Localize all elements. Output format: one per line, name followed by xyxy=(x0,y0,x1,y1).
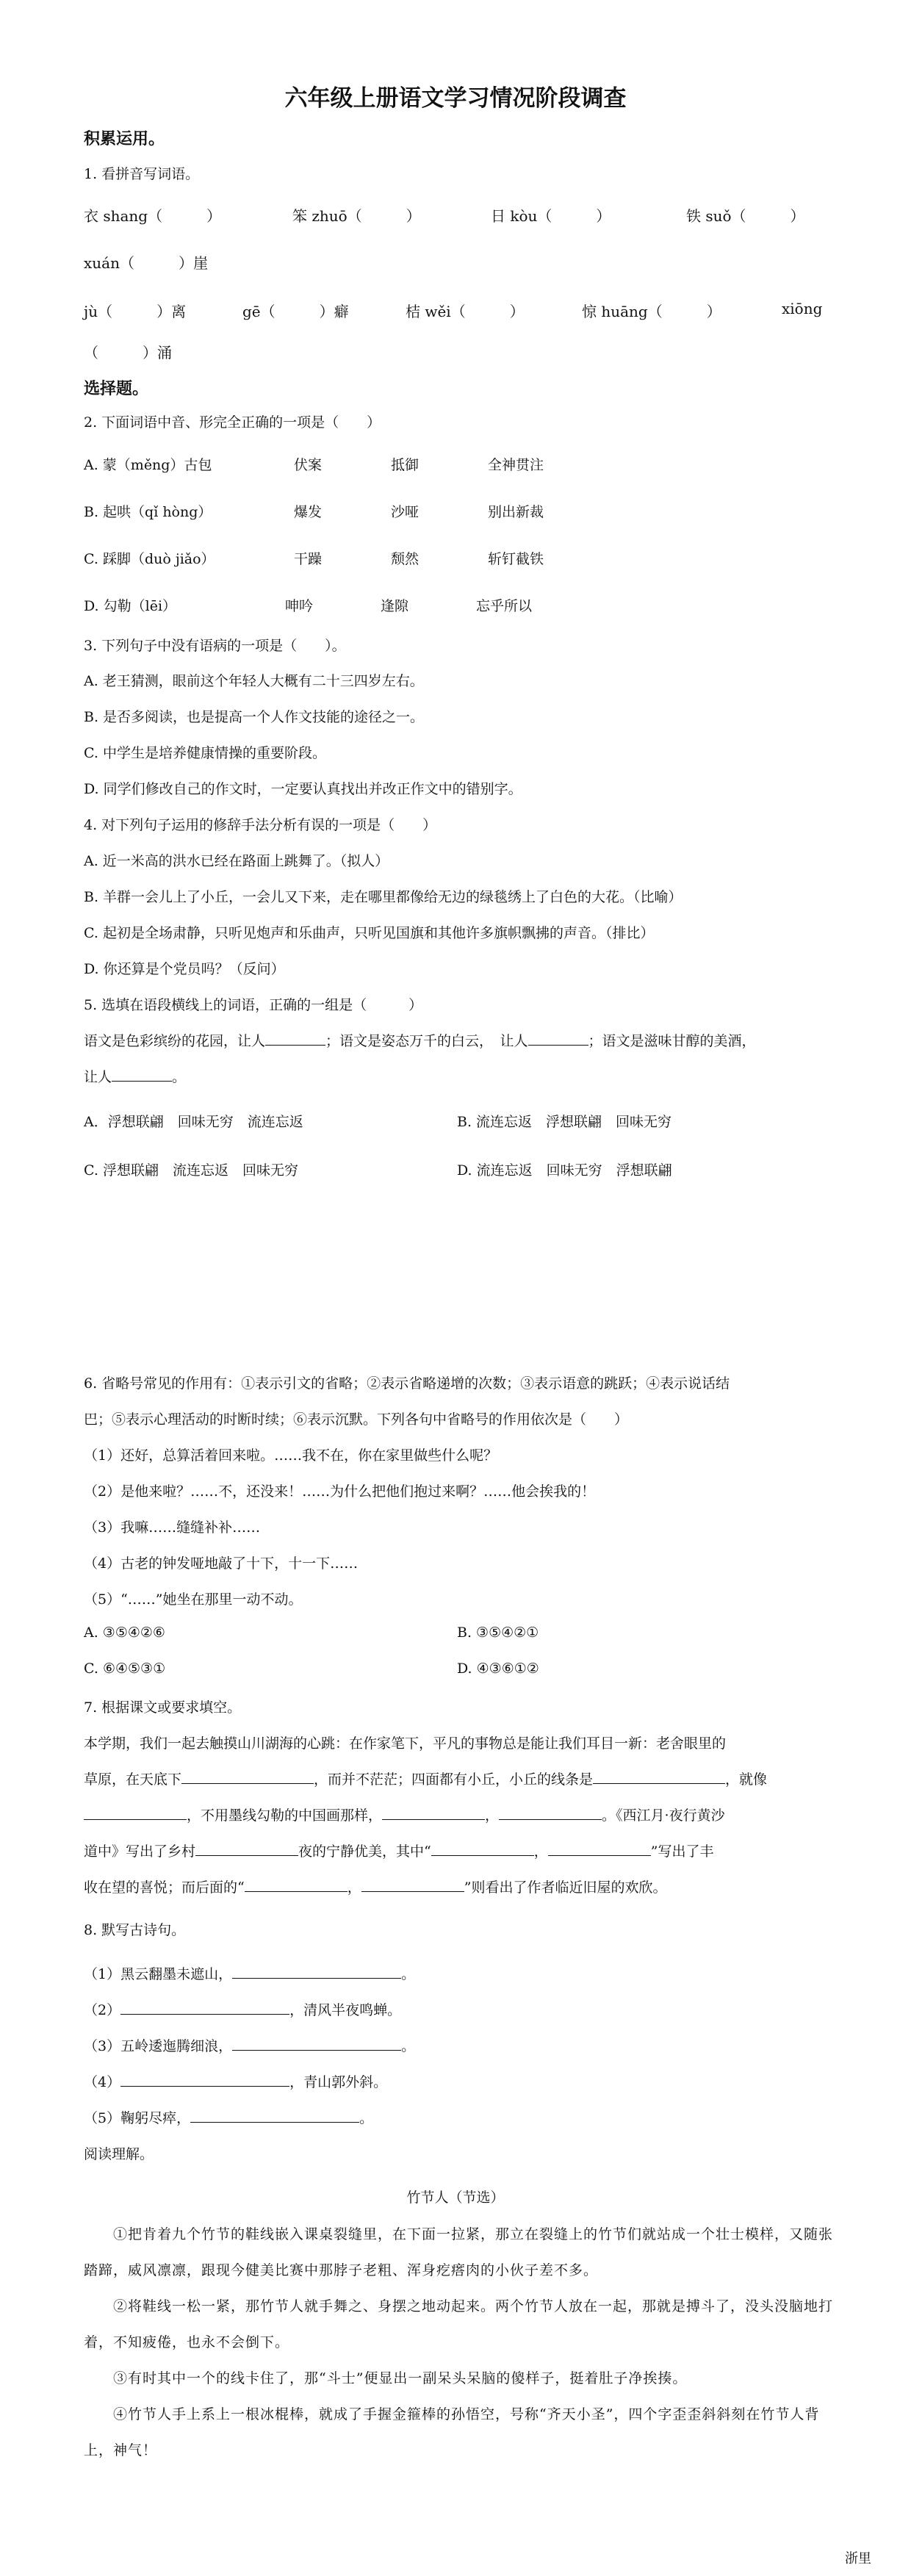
q1-item: 铁 suǒ（ ） xyxy=(686,207,805,225)
q4-stem: 4. 对下列句子运用的修辞手法分析有误的一项是（ ） xyxy=(84,817,437,833)
q2-option: C. 踩脚（duò jiǎo） xyxy=(84,551,215,567)
section-heading-accumulation: 积累运用。 xyxy=(84,130,165,148)
q4-option: C. 起初是全场肃静，只听见炮声和乐曲声，只听见国旗和其他许多旗帜飘拂的声音。（排比） xyxy=(84,925,655,941)
q4-option: A. 近一米高的洪水已经在路面上跳舞了。（拟人） xyxy=(84,853,389,869)
q7-line xyxy=(84,1769,767,1788)
q2-option: B. 起哄（qǐ hòng） xyxy=(84,504,212,520)
q2-option: A. 蒙（měng）古包 xyxy=(84,457,212,473)
q2-option-word: 沙哑 xyxy=(391,504,420,520)
answer-blank[interactable] xyxy=(499,1819,602,1820)
answer-blank[interactable] xyxy=(245,1891,348,1892)
page-footer-mark: 浙里 xyxy=(845,2551,871,2566)
q2-option-word: 全神贯注 xyxy=(488,457,544,473)
q1-stem: 1. 看拼音写词语。 xyxy=(84,166,200,182)
q6-stem: 巴；⑤表示心理活动的时断时续；⑥表示沉默。下列各句中省略号的作用依次是（ ） xyxy=(84,1411,629,1428)
reading-paragraph: ④竹节人手上系上一根冰棍棒，就成了手握金箍棒的孙悟空，号称“齐天小圣”，四个字歪歪斜斜刻在竹节人背上，神气！ xyxy=(84,2406,820,2458)
q7-text: ”写出了丰 xyxy=(650,1843,714,1860)
q3-option: D. 同学们修改自己的作文时，一定要认真找出并改正作文中的错别字。 xyxy=(84,781,522,797)
q8-text: 。 xyxy=(359,2110,374,2126)
q5-stem: 5. 选填在语段横线上的词语，正确的一组是（ ） xyxy=(84,997,423,1013)
q7-text: ，不用墨线勾勒的中国画那样， xyxy=(187,1807,383,1824)
answer-blank[interactable] xyxy=(190,2122,359,2123)
q8-text: （2） xyxy=(84,2002,121,2018)
q7-text: ， xyxy=(485,1807,500,1824)
answer-blank[interactable] xyxy=(195,1855,298,1856)
q1-item: 日 kòu（ ） xyxy=(491,207,611,225)
q5-option: D. 流连忘返 回味无穷 浮想联翩 xyxy=(457,1162,672,1179)
q2-option-word: 别出新裁 xyxy=(488,504,544,520)
q8-stem: 8. 默写古诗句。 xyxy=(84,1922,186,1938)
reading-paragraph: ③有时其中一个的线卡住了，那“斗士”便显出一副呆头呆脑的傻样子，挺着肚子净挨揍。 xyxy=(113,2370,688,2386)
q7-text: ， xyxy=(533,1843,548,1860)
q6-item: （5）“……”她坐在那里一动不动。 xyxy=(84,1591,303,1608)
answer-blank[interactable] xyxy=(232,1978,401,1979)
q8-text: ，青山郭外斜。 xyxy=(289,2074,388,2090)
q6-item: （2）是他来啦？……不，还没来！……为什么把他们抱过来啊？……他会挨我的！ xyxy=(84,1483,596,1500)
q8-text: （3）五岭逶迤腾细浪， xyxy=(84,2038,233,2054)
q7-text: 道中》写出了乡村 xyxy=(84,1843,196,1860)
q2-option-word: 抵御 xyxy=(391,457,420,473)
q4-option: D. 你还算是个党员吗？（反问） xyxy=(84,961,285,977)
q1-item: （ ）涌 xyxy=(84,344,172,361)
q1-item: gē（ ）癖 xyxy=(242,303,349,320)
q1-item: xiōng xyxy=(782,300,823,317)
q7-stem: 7. 根据课文或要求填空。 xyxy=(84,1699,242,1716)
answer-blank[interactable] xyxy=(548,1855,651,1856)
q8-item xyxy=(84,1963,415,1983)
q8-text: 。 xyxy=(401,1966,416,1982)
q6-stem: 6. 省略号常见的作用有：①表示引文的省略；②表示省略递增的次数；③表示语意的跳跃；④表示说话结 xyxy=(84,1375,730,1392)
q8-item xyxy=(84,2107,373,2127)
q1-item: xuán（ ）崖 xyxy=(84,254,208,272)
q2-option-word: 忘乎所以 xyxy=(476,598,533,614)
q6-item: （1）还好，总算活着回来啦。……我不在，你在家里做些什么呢？ xyxy=(84,1447,498,1464)
q1-item: jù（ ）离 xyxy=(84,303,187,320)
q5-option: B. 流连忘返 浮想联翩 回味无穷 xyxy=(457,1114,672,1130)
answer-blank[interactable] xyxy=(120,2014,289,2015)
q7-text: 夜的宁静优美，其中“ xyxy=(298,1843,431,1860)
q2-option-word: 呻吟 xyxy=(285,598,314,614)
answer-blank[interactable] xyxy=(265,1045,325,1046)
q2-stem: 2. 下面词语中音、形完全正确的一项是（ ） xyxy=(84,414,381,431)
q2-option-word: 爆发 xyxy=(294,504,323,520)
q5-text: 。 xyxy=(172,1069,187,1085)
q1-item: 桔 wěi（ ） xyxy=(406,303,525,320)
q1-item: 惊 huāng（ ） xyxy=(582,303,721,320)
q7-text: ，就像 xyxy=(725,1771,768,1788)
q2-option-word: 伏案 xyxy=(294,457,323,473)
reading-paragraph: ②将鞋线一松一紧，那竹节人就手舞之、身摆之地动起来。两个竹节人放在一起，那就是搏斗了，没头没脑地打着，不知疲倦，也永不会倒下。 xyxy=(84,2298,834,2350)
q8-text: （4） xyxy=(84,2074,121,2090)
q5-passage-line xyxy=(84,1066,186,1086)
section-heading-reading: 阅读理解。 xyxy=(84,2146,154,2162)
q3-option: A. 老王猜测，眼前这个年轻人大概有二十三四岁左右。 xyxy=(84,673,424,689)
answer-blank[interactable] xyxy=(528,1045,588,1046)
answer-blank[interactable] xyxy=(112,1081,172,1082)
q6-option: C. ⑥④⑤③① xyxy=(84,1661,166,1677)
q5-text: 语文是色彩缤纷的花园，让人 xyxy=(84,1033,266,1049)
q2-option-word: 干躁 xyxy=(294,551,323,567)
q7-line: 本学期，我们一起去触摸山川湖海的心跳：在作家笔下，平凡的事物总是能让我们耳目一新：老舍眼里的 xyxy=(84,1735,727,1752)
q5-passage-line xyxy=(84,1030,756,1050)
q2-option: D. 勾勒（lēi） xyxy=(84,598,177,614)
q2-option-word: 逢隙 xyxy=(381,598,409,614)
answer-blank[interactable] xyxy=(181,1783,314,1784)
q3-stem: 3. 下列句子中没有语病的一项是（ ）。 xyxy=(84,638,346,654)
q7-text: 收在望的喜悦；而后面的“ xyxy=(84,1879,245,1896)
q7-line xyxy=(84,1841,713,1860)
q2-option-word: 斩钉截铁 xyxy=(488,551,544,567)
answer-blank[interactable] xyxy=(361,1891,464,1892)
q8-text: ，清风半夜鸣蝉。 xyxy=(289,2002,402,2018)
q8-text: 。 xyxy=(401,2038,416,2054)
answer-blank[interactable] xyxy=(84,1819,187,1820)
q7-text: 草原，在天底下 xyxy=(84,1771,182,1788)
q6-item: （3）我嘛……缝缝补补…… xyxy=(84,1519,261,1536)
q7-text: ， xyxy=(347,1879,361,1896)
answer-blank[interactable] xyxy=(593,1783,725,1784)
answer-blank[interactable] xyxy=(120,2086,289,2087)
q5-option: A．浮想联翩 回味无穷 流连忘返 xyxy=(84,1114,303,1130)
q8-item xyxy=(84,2071,387,2091)
q5-text: ；语文是滋味甘醇的美酒， xyxy=(588,1033,756,1049)
reading-passage-title: 竹节人（节选） xyxy=(406,2190,505,2206)
answer-blank[interactable] xyxy=(382,1819,485,1820)
q2-option-word: 颓然 xyxy=(391,551,420,567)
q7-text: 。《西江月·夜行黄沙 xyxy=(602,1807,725,1824)
q7-line xyxy=(84,1877,666,1896)
q7-text: ”则看出了作者临近旧屋的欢欣。 xyxy=(464,1879,667,1896)
answer-blank[interactable] xyxy=(232,2050,401,2051)
reading-paragraph: ①把肯着九个竹节的鞋线嵌入课桌裂缝里，在下面一拉紧，那立在裂缝上的竹节们就站成一个壮士模样，又随张踏蹄，威风凛凛，跟现今健美比赛中那脖子老粗、浑身疙瘩肉的小伙子差不多。 xyxy=(84,2226,834,2278)
q7-line xyxy=(84,1805,725,1824)
q8-item xyxy=(84,2035,415,2055)
q3-option: C. 中学生是培养健康情操的重要阶段。 xyxy=(84,745,326,761)
q7-text: ，而并不茫茫；四面都有小丘，小丘的线条是 xyxy=(314,1771,594,1788)
q8-item xyxy=(84,1999,401,2019)
q3-option: B. 是否多阅读，也是提高一个人作文技能的途径之一。 xyxy=(84,709,425,725)
q6-item: （4）古老的钟发哑地敲了十下，十一下…… xyxy=(84,1555,359,1572)
q6-option: B. ③⑤④②① xyxy=(457,1625,539,1641)
q1-item: 笨 zhuō（ ） xyxy=(292,207,421,225)
page-title: 六年级上册语文学习情况阶段调查 xyxy=(284,85,627,112)
section-heading-choice: 选择题。 xyxy=(84,380,149,398)
q8-text: （5）鞠躬尽瘁， xyxy=(84,2110,191,2126)
q6-option: D. ④③⑥①② xyxy=(457,1661,539,1677)
q5-text: 让人 xyxy=(84,1069,112,1085)
q4-option: B. 羊群一会儿上了小丘，一会儿又下来，走在哪里都像给无边的绿毯绣上了白色的大花。（比喻） xyxy=(84,889,683,905)
q5-option: C. 浮想联翩 流连忘返 回味无穷 xyxy=(84,1162,298,1179)
q5-text: ；语文是姿态万千的白云， 让人 xyxy=(325,1033,528,1049)
q1-item: 衣 shang（ ） xyxy=(84,207,222,225)
q6-option: A. ③⑤④②⑥ xyxy=(84,1625,165,1641)
answer-blank[interactable] xyxy=(431,1855,534,1856)
q8-text: （1）黑云翻墨未遮山， xyxy=(84,1966,233,1982)
